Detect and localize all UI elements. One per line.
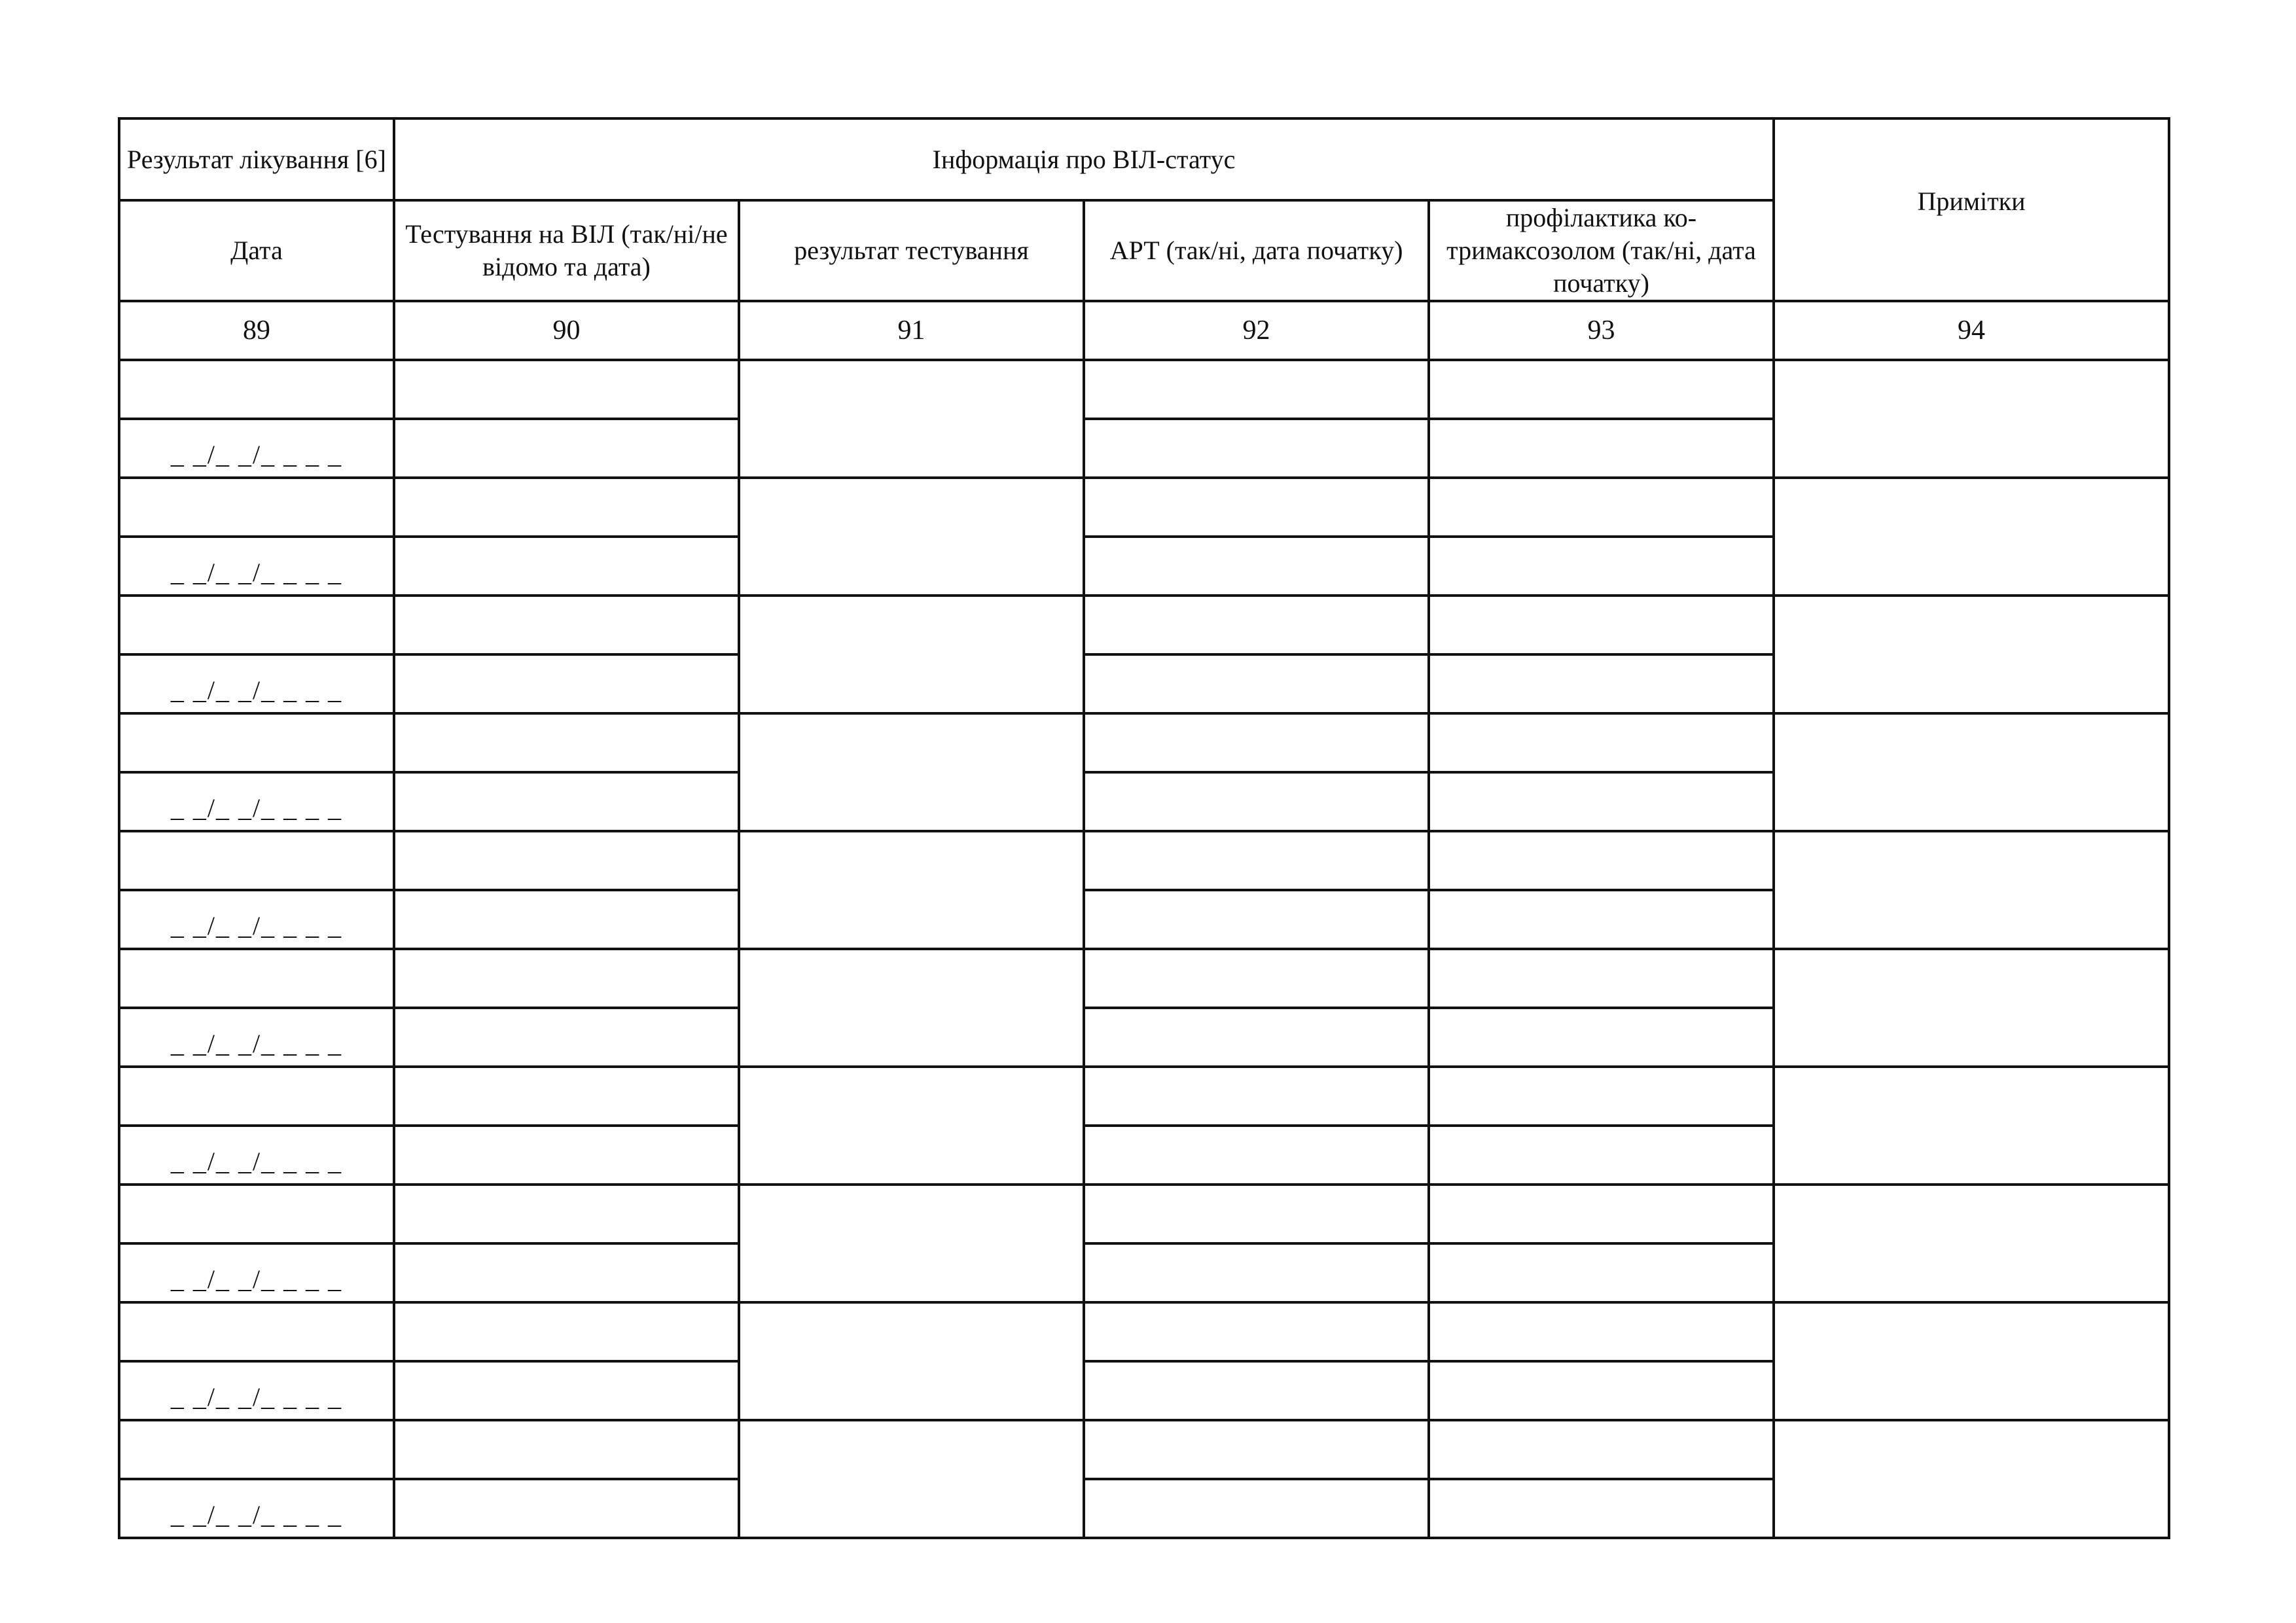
prophylaxis-cell[interactable] — [1429, 1243, 1774, 1302]
test-result-cell[interactable] — [739, 1067, 1084, 1185]
notes-cell[interactable] — [1774, 949, 2169, 1067]
art-cell[interactable] — [1084, 1420, 1429, 1479]
column-number: 92 — [1084, 301, 1429, 360]
date-cell[interactable]: _ _/_ _/_ _ _ _ — [119, 890, 394, 949]
hiv-info-header: Інформація про ВІЛ-статус — [394, 118, 1774, 200]
hiv-testing-cell[interactable] — [394, 1243, 739, 1302]
treatment-result-cell[interactable] — [119, 1185, 394, 1243]
prophylaxis-cell[interactable] — [1429, 1420, 1774, 1479]
date-cell[interactable]: _ _/_ _/_ _ _ _ — [119, 1126, 394, 1185]
entry-row-top — [119, 1067, 2169, 1126]
date-cell[interactable]: _ _/_ _/_ _ _ _ — [119, 1361, 394, 1420]
hiv-testing-cell[interactable] — [394, 772, 739, 831]
notes-cell[interactable] — [1774, 596, 2169, 713]
hiv-testing-cell[interactable] — [394, 360, 739, 419]
entry-row-top — [119, 949, 2169, 1008]
prophylaxis-cell[interactable] — [1429, 654, 1774, 713]
test-result-cell[interactable] — [739, 596, 1084, 713]
hiv-testing-cell[interactable] — [394, 1008, 739, 1067]
entry-row-top — [119, 1185, 2169, 1243]
notes-cell[interactable] — [1774, 360, 2169, 478]
prophylaxis-cell[interactable] — [1429, 713, 1774, 772]
art-cell[interactable] — [1084, 1008, 1429, 1067]
date-cell[interactable]: _ _/_ _/_ _ _ _ — [119, 1243, 394, 1302]
test-result-cell[interactable] — [739, 949, 1084, 1067]
entry-row-top — [119, 360, 2169, 419]
prophylaxis-cell[interactable] — [1429, 1479, 1774, 1538]
date-header: Дата — [119, 200, 394, 301]
test-result-cell[interactable] — [739, 478, 1084, 596]
treatment-result-cell[interactable] — [119, 831, 394, 890]
prophylaxis-cell[interactable] — [1429, 1067, 1774, 1126]
hiv-testing-cell[interactable] — [394, 419, 739, 478]
hiv-testing-cell[interactable] — [394, 1479, 739, 1538]
prophylaxis-cell[interactable] — [1429, 360, 1774, 419]
prophylaxis-cell[interactable] — [1429, 1008, 1774, 1067]
prophylaxis-cell[interactable] — [1429, 1185, 1774, 1243]
art-cell[interactable] — [1084, 1185, 1429, 1243]
prophylaxis-cell[interactable] — [1429, 1126, 1774, 1185]
prophylaxis-cell[interactable] — [1429, 596, 1774, 654]
art-cell[interactable] — [1084, 949, 1429, 1008]
test-result-cell[interactable] — [739, 831, 1084, 949]
art-cell[interactable] — [1084, 478, 1429, 537]
notes-cell[interactable] — [1774, 478, 2169, 596]
art-cell[interactable] — [1084, 596, 1429, 654]
notes-header: Примітки — [1774, 118, 2169, 301]
treatment-result-cell[interactable] — [119, 478, 394, 537]
art-header: АРТ (так/ні, дата початку) — [1084, 200, 1429, 301]
hiv-testing-cell[interactable] — [394, 1185, 739, 1243]
column-number: 94 — [1774, 301, 2169, 360]
entry-row-top — [119, 596, 2169, 654]
notes-cell[interactable] — [1774, 831, 2169, 949]
entry-row-top — [119, 831, 2169, 890]
treatment-result-cell[interactable] — [119, 360, 394, 419]
art-cell[interactable] — [1084, 537, 1429, 596]
treatment-result-cell[interactable] — [119, 1067, 394, 1126]
test-result-cell[interactable] — [739, 1420, 1084, 1538]
date-cell[interactable]: _ _/_ _/_ _ _ _ — [119, 772, 394, 831]
treatment-result-cell[interactable] — [119, 1420, 394, 1479]
test-result-cell[interactable] — [739, 1302, 1084, 1420]
art-cell[interactable] — [1084, 1243, 1429, 1302]
notes-cell[interactable] — [1774, 713, 2169, 831]
prophylaxis-cell[interactable] — [1429, 478, 1774, 537]
hiv-testing-cell[interactable] — [394, 478, 739, 537]
date-cell[interactable]: _ _/_ _/_ _ _ _ — [119, 419, 394, 478]
test-result-cell[interactable] — [739, 360, 1084, 478]
art-cell[interactable] — [1084, 1361, 1429, 1420]
art-cell[interactable] — [1084, 1302, 1429, 1361]
date-cell[interactable]: _ _/_ _/_ _ _ _ — [119, 537, 394, 596]
entry-row-top — [119, 1420, 2169, 1479]
art-cell[interactable] — [1084, 1479, 1429, 1538]
treatment-result-cell[interactable] — [119, 1302, 394, 1361]
prophylaxis-cell[interactable] — [1429, 1302, 1774, 1361]
hiv-testing-cell[interactable] — [394, 654, 739, 713]
notes-cell[interactable] — [1774, 1420, 2169, 1538]
hiv-testing-cell[interactable] — [394, 1126, 739, 1185]
hiv-testing-cell[interactable] — [394, 1067, 739, 1126]
notes-cell[interactable] — [1774, 1067, 2169, 1185]
test-result-header: результат тестування — [739, 200, 1084, 301]
prophylaxis-cell[interactable] — [1429, 419, 1774, 478]
treatment-result-cell[interactable] — [119, 713, 394, 772]
treatment-result-cell[interactable] — [119, 596, 394, 654]
hiv-testing-cell[interactable] — [394, 831, 739, 890]
prophylaxis-cell[interactable] — [1429, 537, 1774, 596]
entry-row-top — [119, 713, 2169, 772]
hiv-testing-cell[interactable] — [394, 1361, 739, 1420]
column-number: 91 — [739, 301, 1084, 360]
hiv-testing-header: Тестування на ВІЛ (так/ні/не відомо та дата) — [394, 200, 739, 301]
art-cell[interactable] — [1084, 890, 1429, 949]
art-cell[interactable] — [1084, 1126, 1429, 1185]
date-cell[interactable]: _ _/_ _/_ _ _ _ — [119, 1479, 394, 1538]
hiv-status-form-table — [118, 117, 2170, 1539]
column-number: 93 — [1429, 301, 1774, 360]
art-cell[interactable] — [1084, 1067, 1429, 1126]
hiv-testing-cell[interactable] — [394, 890, 739, 949]
prophylaxis-cell[interactable] — [1429, 949, 1774, 1008]
hiv-testing-cell[interactable] — [394, 1302, 739, 1361]
hiv-testing-cell[interactable] — [394, 596, 739, 654]
art-cell[interactable] — [1084, 772, 1429, 831]
entry-row-top — [119, 1302, 2169, 1361]
date-cell[interactable]: _ _/_ _/_ _ _ _ — [119, 1008, 394, 1067]
hiv-testing-cell[interactable] — [394, 1420, 739, 1479]
art-cell[interactable] — [1084, 713, 1429, 772]
treatment-result-header: Результат лікування [6] — [119, 118, 394, 200]
notes-cell[interactable] — [1774, 1302, 2169, 1420]
art-cell[interactable] — [1084, 419, 1429, 478]
treatment-result-cell[interactable] — [119, 949, 394, 1008]
hiv-testing-cell[interactable] — [394, 537, 739, 596]
entry-row-top — [119, 478, 2169, 537]
column-numbers-row — [119, 301, 2169, 360]
art-cell[interactable] — [1084, 360, 1429, 419]
prophylaxis-cell[interactable] — [1429, 772, 1774, 831]
prophylaxis-cell[interactable] — [1429, 1361, 1774, 1420]
hiv-testing-cell[interactable] — [394, 713, 739, 772]
prophylaxis-header: профілактика ко-тримаксозолом (так/ні, дата початку) — [1429, 200, 1774, 301]
hiv-testing-cell[interactable] — [394, 949, 739, 1008]
prophylaxis-cell[interactable] — [1429, 831, 1774, 890]
prophylaxis-cell[interactable] — [1429, 890, 1774, 949]
test-result-cell[interactable] — [739, 713, 1084, 831]
column-number: 89 — [119, 301, 394, 360]
notes-cell[interactable] — [1774, 1185, 2169, 1302]
art-cell[interactable] — [1084, 831, 1429, 890]
date-cell[interactable]: _ _/_ _/_ _ _ _ — [119, 654, 394, 713]
test-result-cell[interactable] — [739, 1185, 1084, 1302]
column-number: 90 — [394, 301, 739, 360]
art-cell[interactable] — [1084, 654, 1429, 713]
